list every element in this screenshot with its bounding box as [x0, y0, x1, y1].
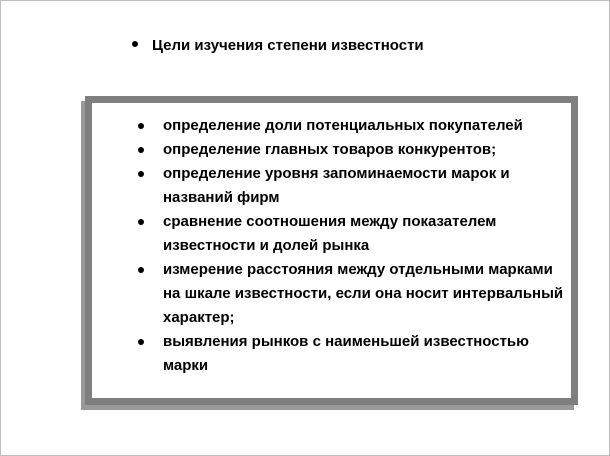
bullet-icon	[138, 123, 144, 129]
slide-title-text: Цели изучения степени известности	[152, 37, 424, 54]
list-item-text: определение уровня запоминаемости марок и названий фирм	[163, 165, 510, 206]
list-item-text: определение доли потенциальных покупателей	[163, 117, 523, 134]
list-item	[137, 210, 567, 258]
bullet-icon	[138, 267, 144, 273]
list-item-text: выявления рынков с наименьшей известностью марки	[163, 333, 529, 374]
list-item-text: сравнение соотношения между показателем известности и долей рынка	[163, 213, 497, 254]
goals-box	[85, 96, 578, 405]
list-item	[137, 330, 567, 378]
list-item-text: измерение расстояния между отдельными марками на шкале известности, если она носит интервальный характер;	[163, 261, 564, 326]
bullet-icon	[138, 219, 144, 225]
list-item	[137, 258, 567, 330]
list-item-text: определение главных товаров конкурентов;	[163, 141, 497, 158]
list-item	[137, 162, 567, 210]
bullet-icon	[138, 339, 144, 345]
goals-list	[137, 114, 567, 378]
bullet-icon	[132, 41, 138, 47]
slide-title	[132, 37, 424, 54]
list-item	[137, 138, 567, 162]
bullet-icon	[138, 147, 144, 153]
list-item	[137, 114, 567, 138]
bullet-icon	[138, 171, 144, 177]
